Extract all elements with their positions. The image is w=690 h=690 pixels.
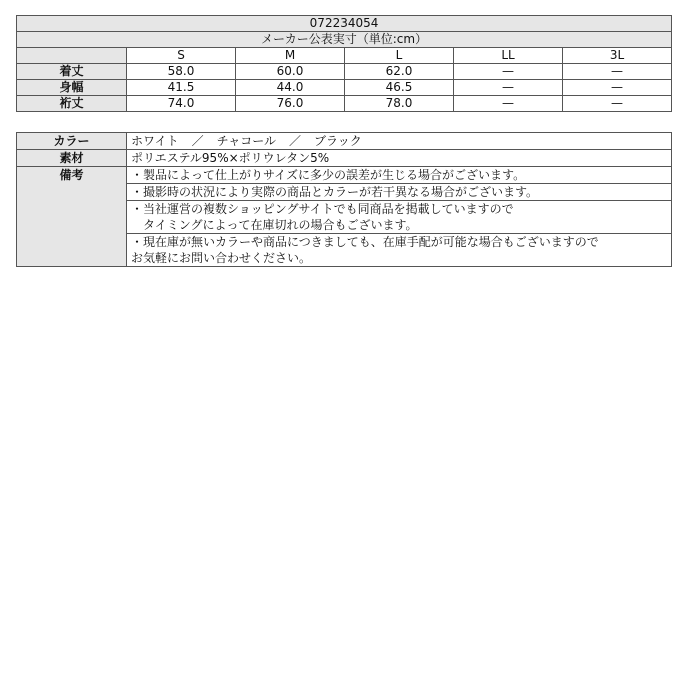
note-line: ・現在庫が無いカラーや商品につきましても、在庫手配が可能な場合もございますので xyxy=(131,235,599,249)
size-header-l: L xyxy=(345,48,454,64)
cell-value: 41.5 xyxy=(127,80,236,96)
color-separator: ／ xyxy=(191,134,204,148)
cell-value: 44.0 xyxy=(236,80,345,96)
cell-value: 76.0 xyxy=(236,96,345,112)
color-separator: ／ xyxy=(289,134,302,148)
note-line: ・撮影時の状況により実際の商品とカラーが若干異なる場合がございます。 xyxy=(131,185,539,199)
cell-value: 62.0 xyxy=(345,64,454,80)
cell-value: — xyxy=(563,80,672,96)
notes-row xyxy=(17,167,672,184)
row-label: 身幅 xyxy=(17,80,127,96)
cell-value: — xyxy=(454,64,563,80)
note-item xyxy=(127,184,672,201)
cell-value: 46.5 xyxy=(345,80,454,96)
size-table xyxy=(16,15,672,112)
note-item xyxy=(127,201,672,234)
size-row-width xyxy=(17,80,672,96)
cell-value: 58.0 xyxy=(127,64,236,80)
size-header-corner xyxy=(17,48,127,64)
size-header-ll: LL xyxy=(454,48,563,64)
size-row-length xyxy=(17,64,672,80)
cell-value: 78.0 xyxy=(345,96,454,112)
color-black: ブラック xyxy=(314,134,362,148)
note-line: タイミングによって在庫切れの場合もございます。 xyxy=(131,218,418,232)
note-line: ・当社運営の複数ショッピングサイトでも同商品を掲載していますので xyxy=(131,202,514,216)
color-row xyxy=(17,133,672,150)
color-values xyxy=(127,133,672,150)
notes-label: 備考 xyxy=(17,167,127,267)
note-line: お気軽にお問い合わせください。 xyxy=(131,251,312,265)
color-charcoal: チャコール xyxy=(216,134,277,148)
color-white: ホワイト xyxy=(131,134,179,148)
material-value: ポリエステル95%×ポリウレタン5% xyxy=(127,150,672,167)
size-table-title: メーカー公表実寸（単位:cm） xyxy=(17,32,672,48)
note-item xyxy=(127,167,672,184)
size-row-sleeve xyxy=(17,96,672,112)
size-header-3l: 3L xyxy=(563,48,672,64)
size-header-m: M xyxy=(236,48,345,64)
cell-value: — xyxy=(563,64,672,80)
cell-value: — xyxy=(563,96,672,112)
cell-value: — xyxy=(454,80,563,96)
color-label: カラー xyxy=(17,133,127,150)
cell-value: 60.0 xyxy=(236,64,345,80)
note-line: ・製品によって仕上がりサイズに多少の誤差が生じる場合がございます。 xyxy=(131,168,526,182)
info-table xyxy=(16,132,672,267)
material-row xyxy=(17,150,672,167)
row-label: 裄丈 xyxy=(17,96,127,112)
material-label: 素材 xyxy=(17,150,127,167)
cell-value: — xyxy=(454,96,563,112)
product-code: 072234054 xyxy=(17,16,672,32)
size-header-s: S xyxy=(127,48,236,64)
row-label: 着丈 xyxy=(17,64,127,80)
cell-value: 74.0 xyxy=(127,96,236,112)
note-item xyxy=(127,234,672,267)
